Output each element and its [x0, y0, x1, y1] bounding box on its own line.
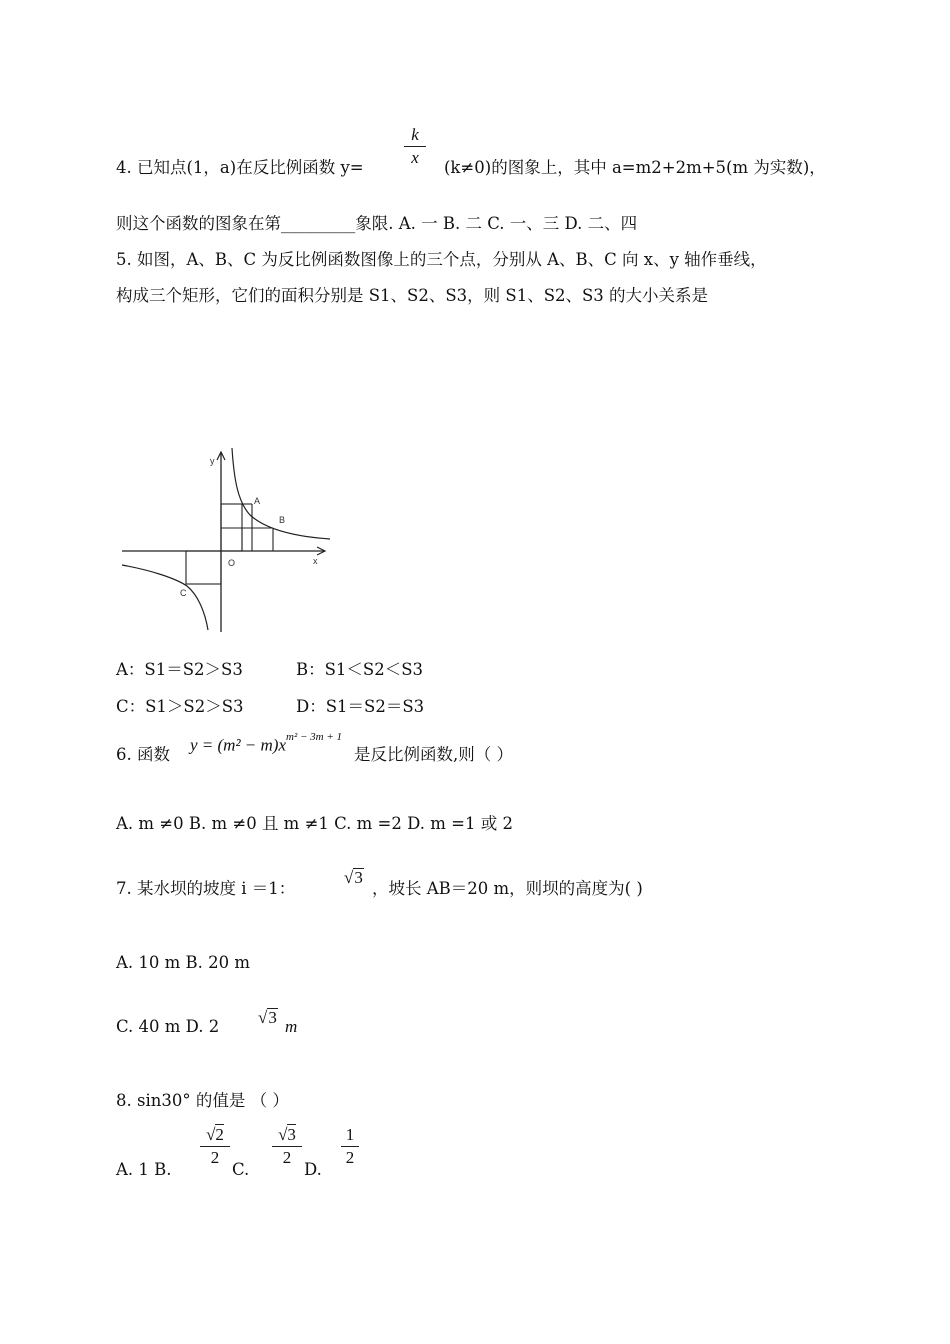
sqrt-radicand: 3	[354, 868, 363, 887]
q7-option-d-sqrt-3: √3	[258, 1008, 277, 1027]
fraction-denominator: 2	[282, 1148, 292, 1167]
point-b-label: B	[279, 515, 286, 525]
y-axis-label: y	[210, 456, 215, 466]
q4-line2: 则这个函数的图象在第_________象限. A. 一 B. 二 C. 一、三 D. 二、四	[116, 214, 638, 233]
sqrt-radicand: 3	[268, 1008, 277, 1027]
q6-formula	[190, 731, 343, 756]
fraction-bar	[341, 1146, 359, 1147]
point-a-label: A	[254, 496, 261, 506]
origin-label: O	[228, 558, 236, 568]
q5-option-c: C：S1＞S2＞S3	[116, 697, 244, 716]
fraction-bar	[200, 1146, 230, 1147]
sqrt-radicand: 2	[215, 1125, 224, 1144]
q4-line1-part1: 4. 已知点(1，a)在反比例函数 y=	[116, 158, 364, 177]
q5-option-d: D：S1＝S2＝S3	[296, 697, 425, 716]
q8-option-c-fraction	[272, 1126, 302, 1167]
q5-option-a: A：S1＝S2＞S3	[116, 660, 243, 679]
hyperbola-branch-q3	[122, 565, 208, 630]
q8-option-d-fraction	[341, 1126, 359, 1167]
hyperbola-figure	[120, 440, 335, 635]
point-c-label: C	[180, 588, 187, 598]
q4-fraction-k-over-x	[404, 126, 426, 167]
q5-option-b: B：S1＜S2＜S3	[296, 660, 424, 679]
fraction-bar	[404, 146, 426, 147]
q8-option-c-label: C.	[232, 1160, 250, 1179]
q5-line1: 5. 如图，A、B、C 为反比例函数图像上的三个点，分别从 A、B、C 向 x、y 轴作垂线，	[116, 250, 767, 269]
q7-option-d-unit: m	[285, 1017, 298, 1036]
q8-option-b-fraction	[200, 1126, 230, 1167]
q8-option-a: A. 1 B.	[116, 1160, 172, 1179]
fraction-denominator: 2	[345, 1148, 355, 1167]
q6-suffix: 是反比例函数,则（ ）	[354, 745, 513, 764]
q5-line2: 构成三个矩形，它们的面积分别是 S1、S2、S3，则 S1、S2、S3 的大小关系是	[116, 286, 709, 305]
q8-option-d-label: D.	[304, 1160, 322, 1179]
hyperbola-branch-q1	[232, 448, 330, 539]
formula-exponent: m² − 3m + 1	[286, 731, 343, 743]
fraction-numerator: √3	[278, 1125, 296, 1144]
q7-options-cd: C. 40 m D. 2	[116, 1017, 220, 1036]
formula-base: y = (m² − m)x	[190, 735, 287, 755]
rectangle-s3	[186, 551, 221, 584]
fraction-denominator: 2	[210, 1148, 220, 1167]
q4-line1-part2: (k≠0)的图象上，其中 a=m2+2m+5(m 为实数)，	[444, 158, 826, 177]
q6-options: A. m ≠0 B. m ≠0 且 m ≠1 C. m =2 D. m =1 或 2	[116, 814, 513, 833]
q6-prefix: 6. 函数	[116, 745, 170, 764]
fraction-numerator: k	[411, 125, 419, 144]
fraction-numerator: √2	[206, 1125, 224, 1144]
q7-suffix: ，坡长 AB＝20 m，则坝的高度为( )	[372, 879, 643, 898]
q7-sqrt-3: √3	[344, 868, 363, 887]
fraction-denominator: x	[411, 148, 419, 167]
sqrt-radicand: 3	[287, 1125, 296, 1144]
fraction-bar	[272, 1146, 302, 1147]
q8-stem: 8. sin30° 的值是 （ ）	[116, 1091, 289, 1110]
x-axis-label: x	[313, 556, 318, 566]
q7-prefix: 7. 某水坝的坡度 i ＝1：	[116, 879, 296, 898]
fraction-numerator: 1	[345, 1125, 355, 1144]
q7-options-ab: A. 10 m B. 20 m	[116, 953, 251, 972]
